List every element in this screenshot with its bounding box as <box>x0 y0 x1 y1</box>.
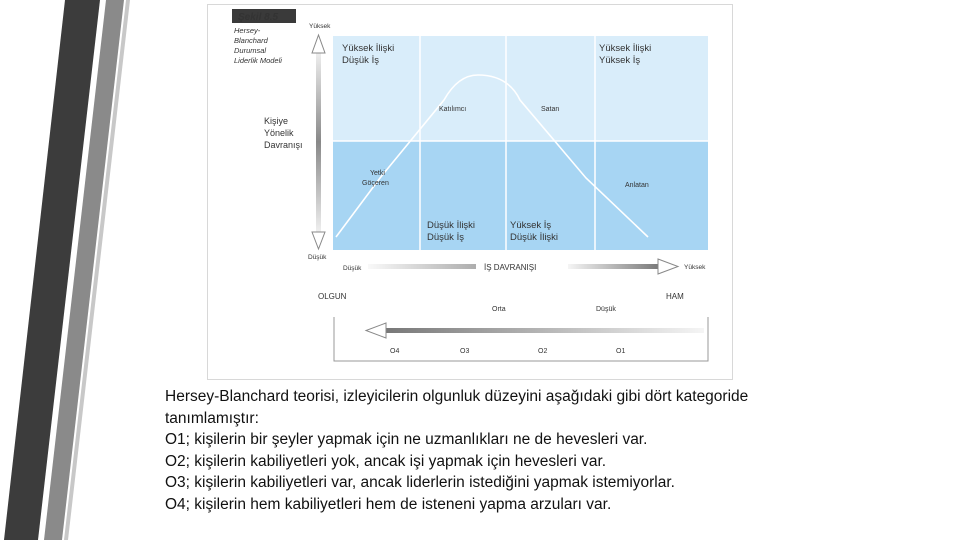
style-telling-label: Anlatan <box>625 182 649 189</box>
model-title: Hersey- Blanchard Durumsal Liderlik Modeli <box>234 26 282 65</box>
y-axis-low-label: Düşük <box>308 254 327 261</box>
y-axis-title: Kişiye Yönelik Davranışı <box>264 116 303 150</box>
style-selling-label: Satan <box>541 106 560 113</box>
caption-line-6: O4; kişilerin hem kabiliyetleri hem de isteneni yapma arzuları var. <box>165 495 612 513</box>
slide-decoration <box>0 0 130 540</box>
x-axis-arrow-right-shaft <box>568 264 660 269</box>
x-axis-arrow-head <box>658 259 678 274</box>
leadership-model-figure <box>207 4 733 380</box>
maturity-low-label: Düşük <box>596 306 616 313</box>
y-axis-arrow-bottom <box>312 232 325 249</box>
style-delegating-label: Yetki Göçeren <box>362 170 389 187</box>
caption-line-2: tanımlamıştır: <box>165 409 259 427</box>
caption-text <box>165 386 925 516</box>
y-axis-arrow-top <box>312 35 325 53</box>
quadrant-top-left-label: Yüksek İlişki Düşük İş <box>342 43 395 66</box>
caption-line-1: Hersey-Blanchard teorisi, izleyicilerin olgunluk düzeyini aşağıdaki gibi dört kategoride <box>165 388 749 405</box>
x-axis-low-label: Düşük <box>343 265 362 272</box>
level-o3: O3 <box>460 348 470 355</box>
x-axis-arrow-left-shaft <box>368 264 476 269</box>
x-axis-title: İŞ DAVRANIŞI <box>484 263 537 272</box>
quadrant-bottom-right-label: Yüksek İş Düşük İlişki <box>510 220 559 243</box>
caption-line-3: O1; kişilerin bir şeyler yapmak için ne uzmanlıkları ne de hevesleri var. <box>165 431 648 449</box>
quadrant-top-right-label: Yüksek İlişki Yüksek İş <box>599 43 652 66</box>
maturity-immature-label: HAM <box>666 292 684 301</box>
maturity-arrow-shaft <box>384 328 704 333</box>
caption-line-5: O3; kişilerin kabiliyetleri var, ancak liderlerin istediğini yapmak istemiyorlar. <box>165 474 675 492</box>
style-participating-label: Katılımcı <box>439 106 467 113</box>
level-o4: O4 <box>390 348 400 355</box>
y-axis-arrow-shaft <box>316 51 321 233</box>
figure-badge-text: Şekil 8.5 <box>238 12 279 23</box>
maturity-arrow-head <box>366 323 386 338</box>
y-axis-high-label: Yüksek <box>309 23 331 30</box>
quadrant-bottom-left-label: Düşük İlişki Düşük İş <box>427 220 476 243</box>
maturity-mature-label: OLGUN <box>318 292 347 301</box>
maturity-medium-label: Orta <box>492 306 506 313</box>
level-o1: O1 <box>616 348 626 355</box>
caption-line-4: O2; kişilerin kabiliyetleri yok, ancak işi yapmak için hevesleri var. <box>165 452 607 470</box>
level-o2: O2 <box>538 348 548 355</box>
x-axis-high-label: Yüksek <box>684 264 706 271</box>
